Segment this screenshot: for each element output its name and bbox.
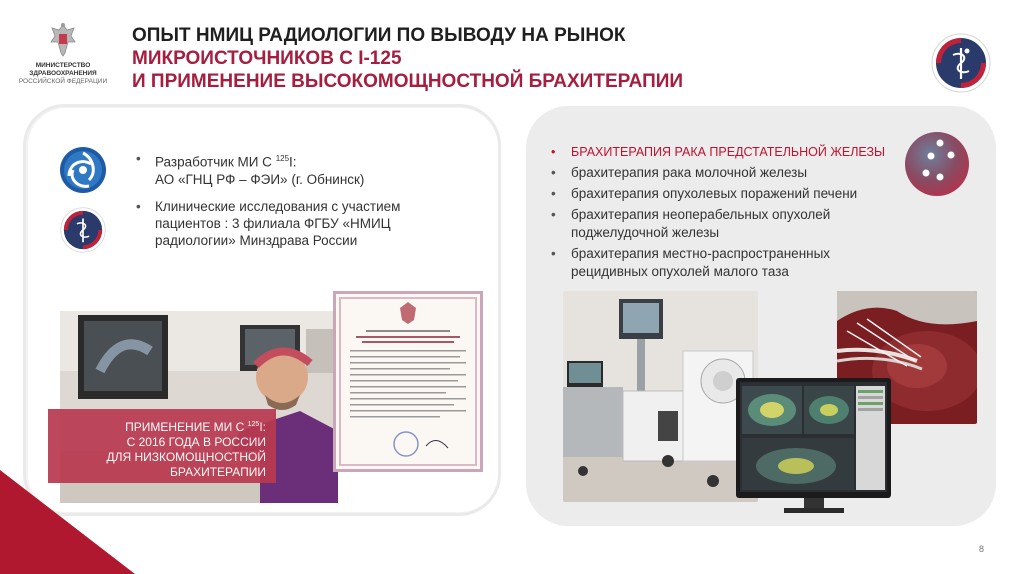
ministry-line2: ЗДРАВООХРАНЕНИЯ: [29, 70, 97, 77]
rosatom-icon: [59, 146, 107, 194]
title-line3: И ПРИМЕНЕНИЕ ВЫСОКОМОЩНОСТНОЙ БРАХИТЕРАПИИ: [132, 71, 684, 92]
nmic-logo-small-icon: [60, 207, 106, 253]
page-number: 8: [979, 544, 985, 554]
ministry-line1: МИНИСТЕРСТВО: [35, 62, 91, 69]
card-line2: С 2016 ГОДА В РОССИИ: [126, 435, 266, 449]
right-bullet-prostate: • БРАХИТЕРАПИЯ РАКА ПРЕДСТАТЕЛЬНОЙ ЖЕЛЕЗЫ: [548, 143, 908, 161]
equipment-room-photo: [563, 291, 758, 502]
left-bullet-clinical: • Клинические исследования с участием пациентов : 3 филиала ФГБУ «НМИЦ радиологии» Минздрава России: [133, 198, 463, 249]
card-line3: ДЛЯ НИЗКОМОЩНОСТНОЙ: [106, 450, 266, 464]
cells-icon: [904, 131, 970, 197]
planning-monitor-image: [736, 378, 891, 517]
nmic-logo-icon: [931, 33, 991, 93]
ministry-block: [18, 22, 108, 86]
right-bullet-liver: • брахитерапия опухолевых поражений печени: [548, 185, 908, 203]
right-bullet-pancreas: • брахитерапия неоперабельных опухолей поджелудочной железы: [548, 206, 908, 242]
title-line1: ОПЫТ НМИЦ РАДИОЛОГИИ ПО ВЫВОДУ НА РЫНОК: [132, 25, 626, 46]
ministry-line3: РОССИЙСКОЙ ФЕДЕРАЦИИ: [18, 78, 108, 85]
right-bullet-breast: • брахитерапия рака молочной железы: [548, 164, 908, 182]
left-bullets: [133, 150, 463, 259]
card-line1: ПРИМЕНЕНИЕ МИ С $^{125}$I:: [125, 420, 266, 434]
card-line4: БРАХИТЕРАПИИ: [170, 465, 266, 479]
title-line2: МИКРОИСТОЧНИКОВ С I-125: [132, 48, 402, 69]
registration-certificate-image: [333, 291, 483, 472]
right-bullet-pelvis: • брахитерапия местно-распространенных рецидивных опухолей малого таза: [548, 245, 908, 281]
right-bullets: [548, 143, 908, 284]
left-bullet-developer: • Разработчик МИ С $^{125}$I: АО «ГНЦ РФ – ФЭИ» (г. Обнинск): [133, 150, 463, 188]
page-title: [132, 24, 683, 93]
decor-triangle: [0, 470, 135, 574]
ministry-emblem-icon: [48, 22, 78, 58]
